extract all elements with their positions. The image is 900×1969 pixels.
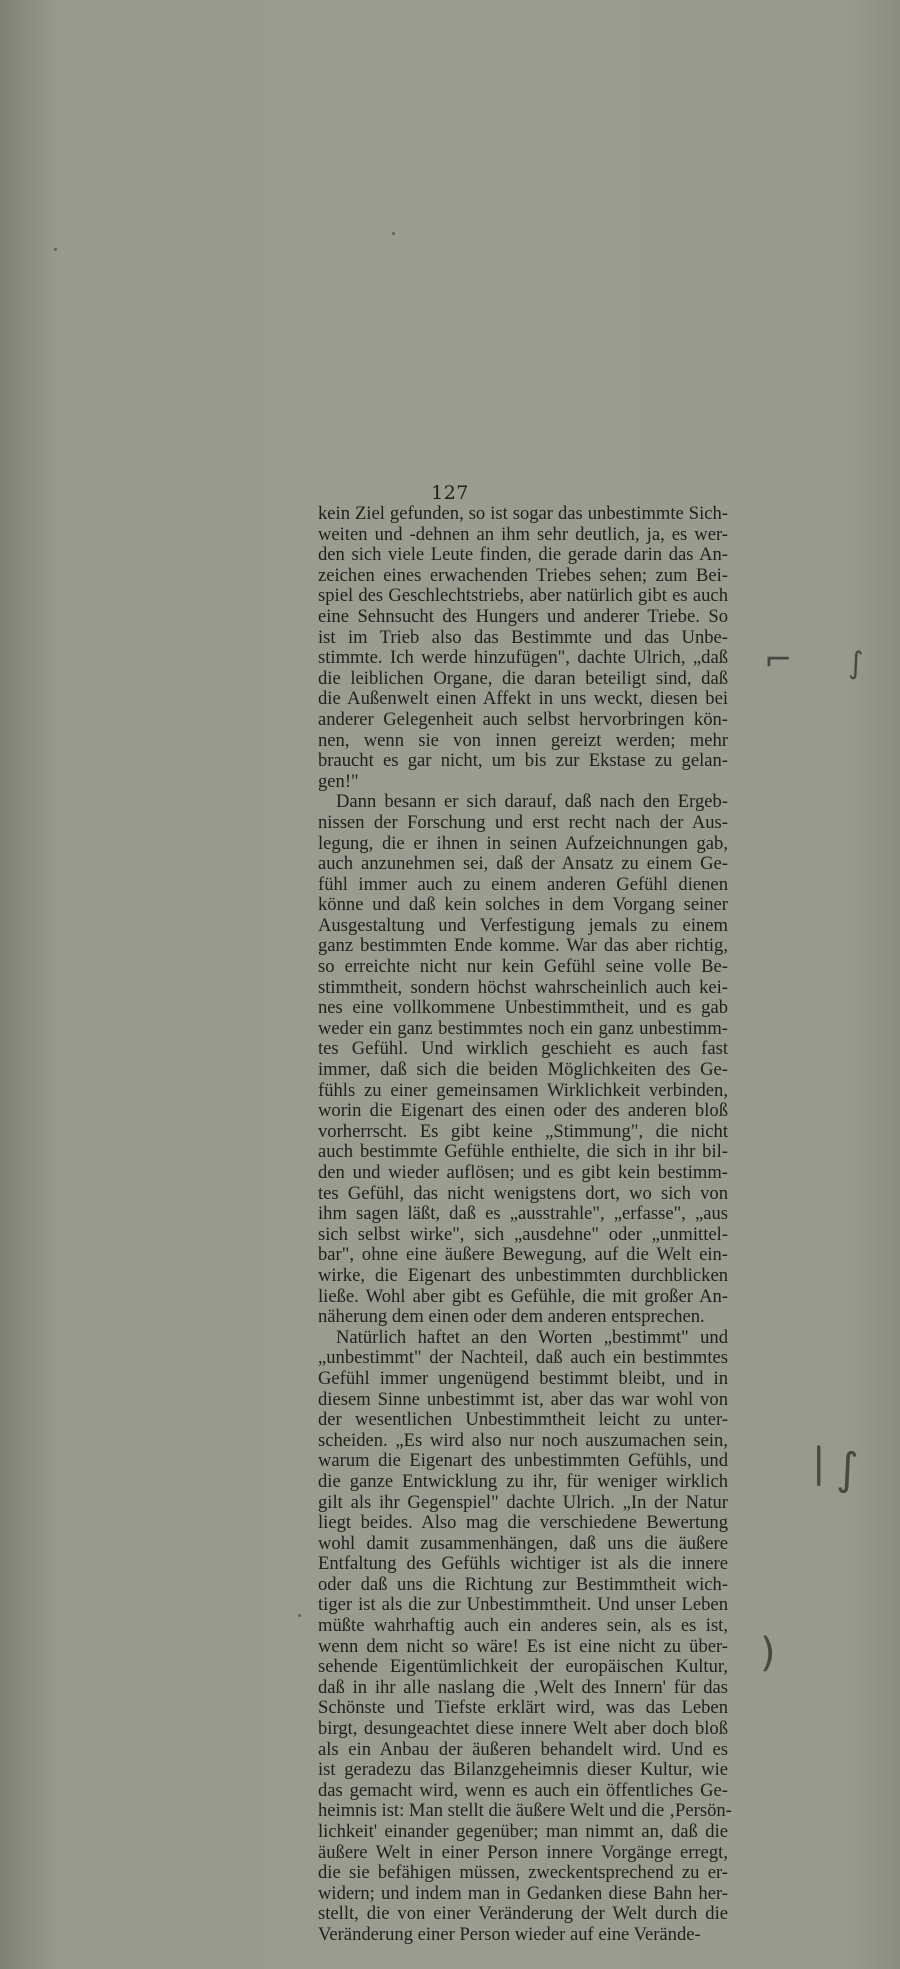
text-line: die ganze Entwicklung zu ihr, für weniger wirklich	[318, 1470, 728, 1492]
text-line: wohl damit zusammenhängen, daß uns die äußere	[318, 1532, 728, 1554]
text-line: gilt als ihr Gegenspiel" dachte Ulrich. „In der Natur	[318, 1491, 728, 1513]
text-line: tes Gefühl, das nicht wenigstens dort, wo sich von	[318, 1182, 728, 1204]
text-line: tes Gefühl. Und wirklich geschieht es auch fast	[318, 1038, 728, 1060]
text-line: warum die Eigenart des unbestimmten Gefühls, und	[318, 1450, 728, 1472]
text-line: den und wieder auflösen; und es gibt kein bestimm-	[318, 1162, 728, 1183]
text-line: fühls zu einer gemeinsamen Wirklichkeit verbinden,	[318, 1079, 728, 1101]
speck-mark-icon	[392, 232, 395, 235]
text-line: näherung dem einen oder dem anderen entsprechen.	[318, 1306, 705, 1328]
text-line: Entfaltung des Gefühls wichtiger ist als die innere	[318, 1553, 728, 1575]
text-line: weder ein ganz bestimmtes noch ein ganz unbestimm-	[318, 1017, 728, 1039]
speck-mark-icon	[54, 248, 57, 251]
text-line: könne und daß kein solches in dem Vorgang seiner	[318, 894, 728, 916]
text-line: ließe. Wohl aber gibt es Gefühle, die mit großer An-	[318, 1285, 728, 1307]
text-line: zeichen eines erwachenden Triebes sehen; zum Bei-	[318, 564, 728, 586]
text-line: Schönste und Tiefste erklärt wird, was das Leben	[318, 1697, 728, 1719]
text-line: Gefühl immer ungenügend bestimmt bleibt, und in	[318, 1367, 728, 1389]
paragraph-2	[318, 792, 728, 1327]
text-line: liegt beides. Also mag die verschiedene Bewertung	[318, 1512, 728, 1534]
text-line: der wesentlichen Unbestimmtheit leicht zu unter-	[318, 1409, 728, 1431]
text-line: so erreichte nicht nur kein Gefühl seine volle Be-	[318, 956, 728, 978]
text-line: das gemacht wird, wenn es auch ein öffentliches Ge-	[318, 1779, 728, 1801]
text-line: „unbestimmt" der Nachteil, daß auch ein bestimmtes	[318, 1347, 728, 1369]
text-line: als ein Anbau der äußeren behandelt wird. Und es	[318, 1738, 728, 1760]
text-line: die sie befähigen müssen, zweckentsprechend zu er-	[318, 1862, 728, 1884]
text-line: tiger ist als die zur Unbestimmtheit. Und unser Leben	[318, 1594, 728, 1616]
margin-mark-curve-icon: ∫	[836, 1444, 859, 1495]
text-line: wirke, die Eigenart des unbestimmten durchblicken	[318, 1264, 728, 1286]
text-line: Dann besann er sich darauf, daß nach den Ergeb-	[336, 791, 728, 813]
text-line: stimmtheit, sondern höchst wahrscheinlich auch kei-	[318, 976, 728, 998]
text-line: den sich viele Leute finden, die gerade darin das An-	[318, 544, 728, 566]
text-line: kein Ziel gefunden, so ist sogar das unbestimmte Sich-	[318, 503, 728, 524]
text-line: widern; und indem man in Gedanken diese Bahn her-	[318, 1882, 728, 1904]
text-line: weiten und -dehnen an ihm sehr deutlich, ja, es wer-	[318, 523, 728, 545]
margin-mark-tick-icon: |	[812, 1440, 826, 1486]
text-line: bar", ohne eine äußere Bewegung, auf die Welt ein-	[318, 1244, 728, 1266]
text-line: daß in ihr alle naslang die ‚Welt des Innern' für das	[318, 1676, 728, 1698]
margin-mark-scribble-icon: ∫	[848, 646, 864, 681]
body-text	[318, 503, 732, 1946]
text-line: braucht es gar nicht, um bis zur Ekstase zu gelan-	[318, 750, 728, 772]
text-line: sehende Eigentümlichkeit der europäischen Kultur,	[318, 1656, 728, 1678]
text-line: nes eine vollkommene Unbestimmtheit, und es gab	[318, 997, 728, 1019]
text-line: die leiblichen Organe, die daran beteiligt sind, daß	[318, 667, 728, 689]
text-line: gen!"	[318, 770, 359, 792]
text-line: stellt, die von einer Veränderung der Welt durch die	[318, 1903, 728, 1925]
text-line: Natürlich haftet an den Worten „bestimmt" und	[336, 1326, 728, 1348]
text-line: die Außenwelt einen Affekt in uns weckt, diesen bei	[318, 688, 728, 710]
text-line: äußere Welt in einer Person innere Vorgänge erregt,	[318, 1841, 728, 1863]
margin-mark-bracket-icon: ⌐	[764, 640, 793, 680]
text-line: auch bestimmte Gefühle enthielte, die sich in ihr bil-	[318, 1141, 728, 1163]
text-line: fühl immer auch zu einem anderen Gefühl dienen	[318, 873, 728, 895]
text-line: birgt, desungeachtet diese innere Welt aber doch bloß	[318, 1718, 728, 1740]
text-line: auch anzunehmen sei, daß der Ansatz zu einem Ge-	[318, 853, 728, 875]
text-line: immer, daß sich die beiden Möglichkeiten des Ge-	[318, 1059, 728, 1081]
text-line: nen, wenn sie von innen gereizt werden; mehr	[318, 729, 728, 751]
text-line: scheiden. „Es wird also nur noch auszumachen sein,	[318, 1429, 728, 1451]
text-line: stimmte. Ich werde hinzufügen", dachte Ulrich, „daß	[318, 647, 728, 669]
margin-mark-paren-icon: )	[760, 1630, 776, 1676]
text-line: spiel des Geschlechtstriebs, aber natürlich gibt es auch	[318, 585, 728, 607]
text-line: worin die Eigenart des einen oder des anderen bloß	[318, 1100, 728, 1122]
text-line: eine Sehnsucht des Hungers und anderer Triebe. So	[318, 605, 728, 627]
paragraph-1	[318, 504, 728, 792]
text-line: wenn dem nicht so wäre! Es ist eine nicht zu über-	[318, 1635, 728, 1657]
paragraph-3	[318, 1326, 732, 1946]
text-line: lichkeit' einander gegenüber; man nimmt an, daß die	[318, 1821, 728, 1842]
text-line: sich selbst wirke", sich „ausdehne" oder „unmittel-	[318, 1223, 728, 1245]
text-line: Veränderung einer Person wieder auf eine Verände-	[318, 1923, 701, 1945]
text-line: nissen der Forschung und erst recht nach der Aus-	[318, 811, 728, 833]
text-line: diesem Sinne unbestimmt ist, aber das war wohl von	[318, 1388, 728, 1410]
text-line: ihm sagen läßt, daß es „ausstrahle", „erfasse", „aus	[318, 1203, 728, 1225]
speck-mark-icon	[298, 1614, 301, 1617]
text-line: legung, die er ihnen in seinen Aufzeichnungen gab,	[318, 832, 728, 854]
text-line: Ausgestaltung und Verfestigung jemals zu einem	[318, 914, 728, 936]
text-line: ist im Trieb also das Bestimmte und das Unbe-	[318, 626, 728, 648]
text-line: anderer Gelegenheit auch selbst hervorbringen kön-	[318, 708, 728, 730]
text-line: heimnis ist: Man stellt die äußere Welt und die ‚Persön-	[318, 1800, 732, 1822]
text-line: müßte wahrhaftig auch ein anderes sein, als es ist,	[318, 1615, 728, 1637]
text-line: ganz bestimmten Ende komme. War das aber richtig,	[318, 935, 728, 957]
text-line: ist geradezu das Bilanzgeheimnis dieser Kultur, wie	[318, 1759, 728, 1781]
text-line: vorherrscht. Es gibt keine „Stimmung", die nicht	[318, 1120, 728, 1142]
text-line: oder daß uns die Richtung zur Bestimmtheit wich-	[318, 1573, 728, 1595]
page-number: 127	[431, 482, 469, 504]
